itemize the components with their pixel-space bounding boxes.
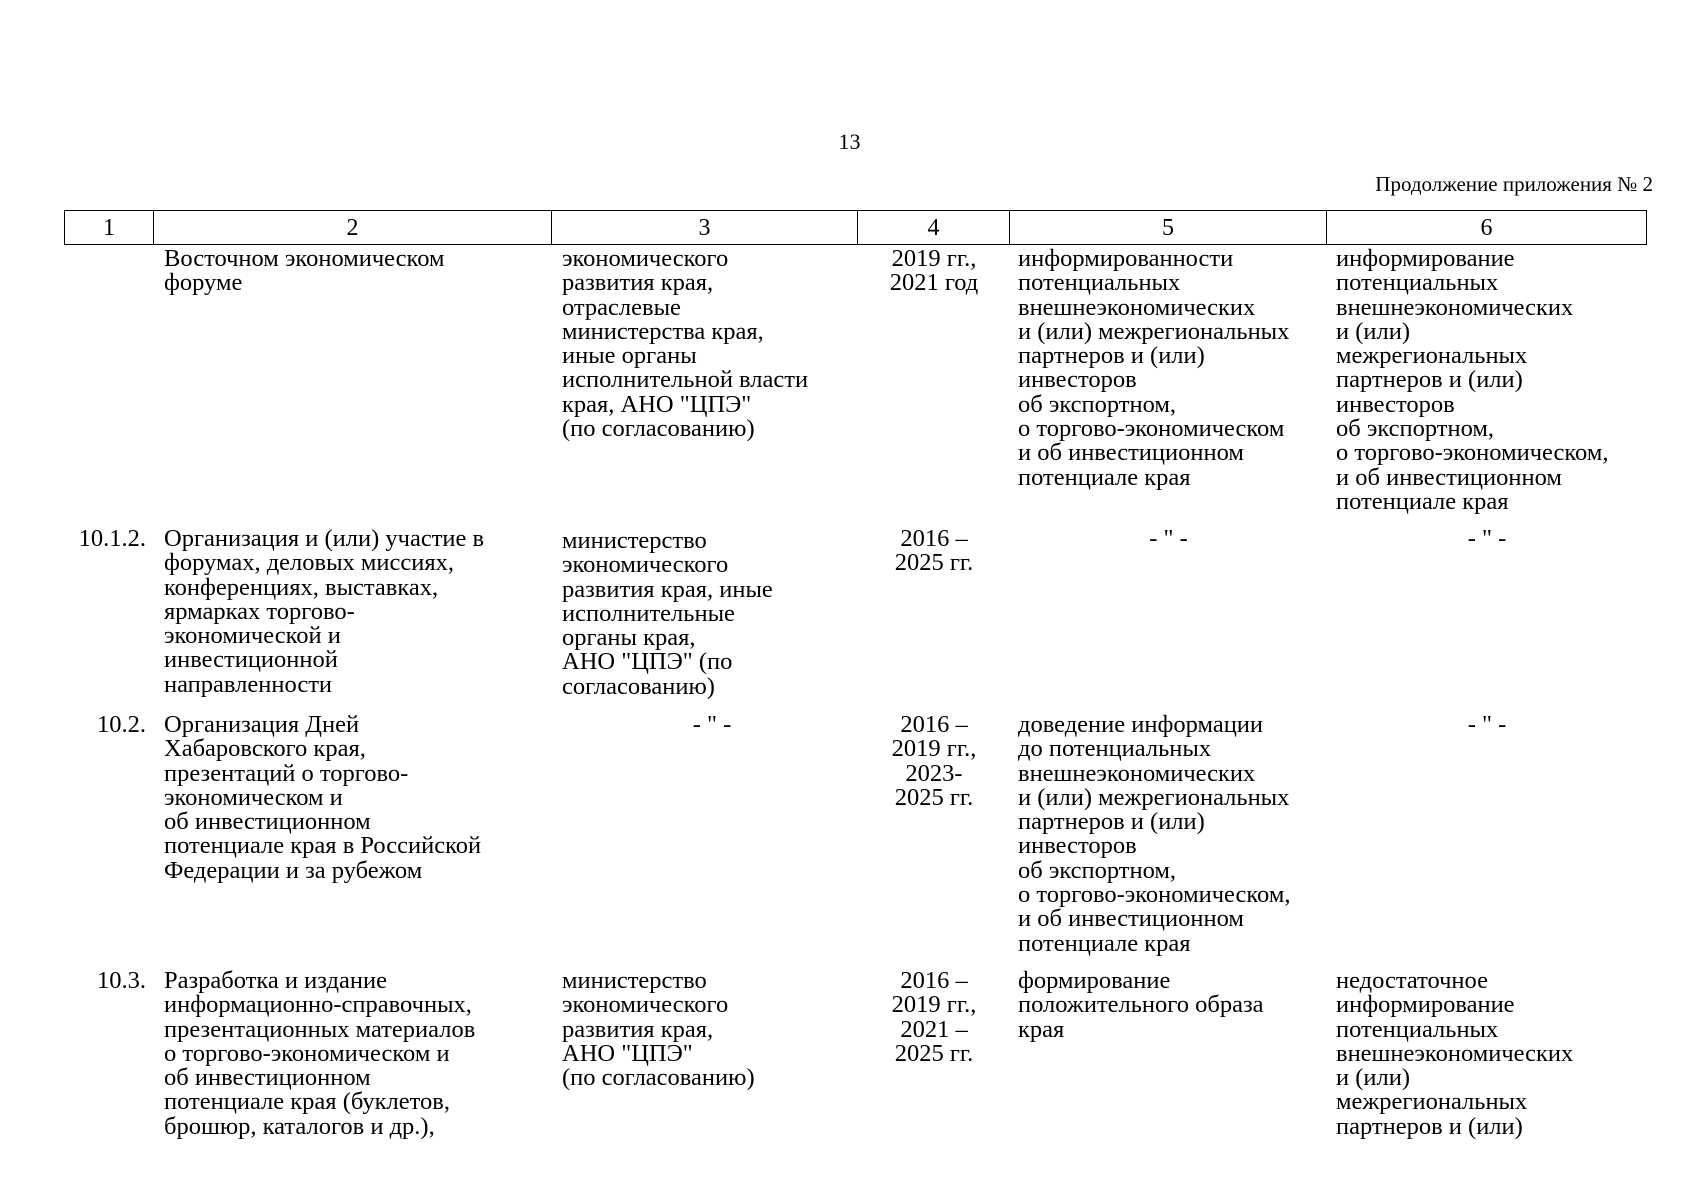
row-number: 10.1.2. — [78, 525, 146, 552]
executor-cell: министерство экономического развития края, иные исполнительные органы края, АНО "ЦПЭ" (по согласованию) — [562, 527, 773, 700]
page-number: 13 — [838, 129, 861, 154]
executor-cell: экономического развития края, отраслевые министерства края, иные органы исполнительной власти края, АНО "ЦПЭ" (по согласованию) — [562, 245, 809, 443]
result-cell: доведение информации до потенциальных внешнеэкономических и (или) межрегиональных партнеров и (или) инвесторов об экспортном, о торгово-экономическом, и об инвестиционном потенциале края — [1018, 711, 1291, 957]
row-number: 10.3. — [97, 967, 146, 994]
executor-cell: министерство экономического развития края, АНО "ЦПЭ" (по согласованию) — [562, 967, 755, 1092]
event-cell: Организация и (или) участие в форумах, деловых миссиях, конференциях, выставках, ярмарках торгово- экономической и инвестиционной направленности — [164, 525, 485, 698]
period-cell: 2016 – 2019 гг., 2023- 2025 гг. — [891, 711, 977, 811]
event-cell: Разработка и издание информационно-справочных, презентационных материалов о торгово-экономическом и об инвестиционном потенциале края (буклетов, брошюр, каталогов и др.), — [164, 967, 476, 1140]
consequence-cell: - " - — [1467, 525, 1507, 552]
result-cell: - " - — [1149, 525, 1188, 552]
executor-cell: - " - — [692, 711, 732, 738]
column-number-1: 1 — [65, 211, 154, 245]
result-cell: информированности потенциальных внешнеэкономических и (или) межрегиональных партнеров и (или) инвесторов об экспортном, о торгово-экономическом и об инвестиционном потенциале края — [1018, 245, 1290, 491]
column-number-6: 6 — [1327, 211, 1647, 245]
column-header-row — [64, 210, 1647, 245]
period-cell: 2016 – 2019 гг., 2021 – 2025 гг. — [891, 967, 977, 1067]
event-cell: Восточном экономическом форуме — [164, 245, 445, 297]
period-cell: 2016 – 2025 гг. — [894, 525, 974, 577]
period-cell: 2019 гг., 2021 год — [889, 245, 979, 297]
consequence-cell: информирование потенциальных внешнеэкономических и (или) межрегиональных партнеров и (или) инвесторов об экспортном, о торгово-экономическом, и об инвестиционном потенциале края — [1336, 245, 1609, 515]
column-number-3: 3 — [552, 211, 858, 245]
row-number: 10.2. — [97, 711, 146, 738]
column-number-5: 5 — [1010, 211, 1327, 245]
consequence-cell: недостаточное информирование потенциальных внешнеэкономических и (или) межрегиональных партнеров и (или) — [1336, 967, 1574, 1140]
consequence-cell: - " - — [1467, 711, 1507, 738]
annex-title: Продолжение приложения № 2 — [1375, 172, 1653, 196]
result-cell: формирование положительного образа края — [1018, 967, 1264, 1043]
column-number-2: 2 — [154, 211, 552, 245]
column-number-4: 4 — [858, 211, 1010, 245]
event-cell: Организация Дней Хабаровского края, презентаций о торгово- экономическом и об инвестиционном потенциале края в Российской Федерации и за рубежом — [164, 711, 482, 884]
